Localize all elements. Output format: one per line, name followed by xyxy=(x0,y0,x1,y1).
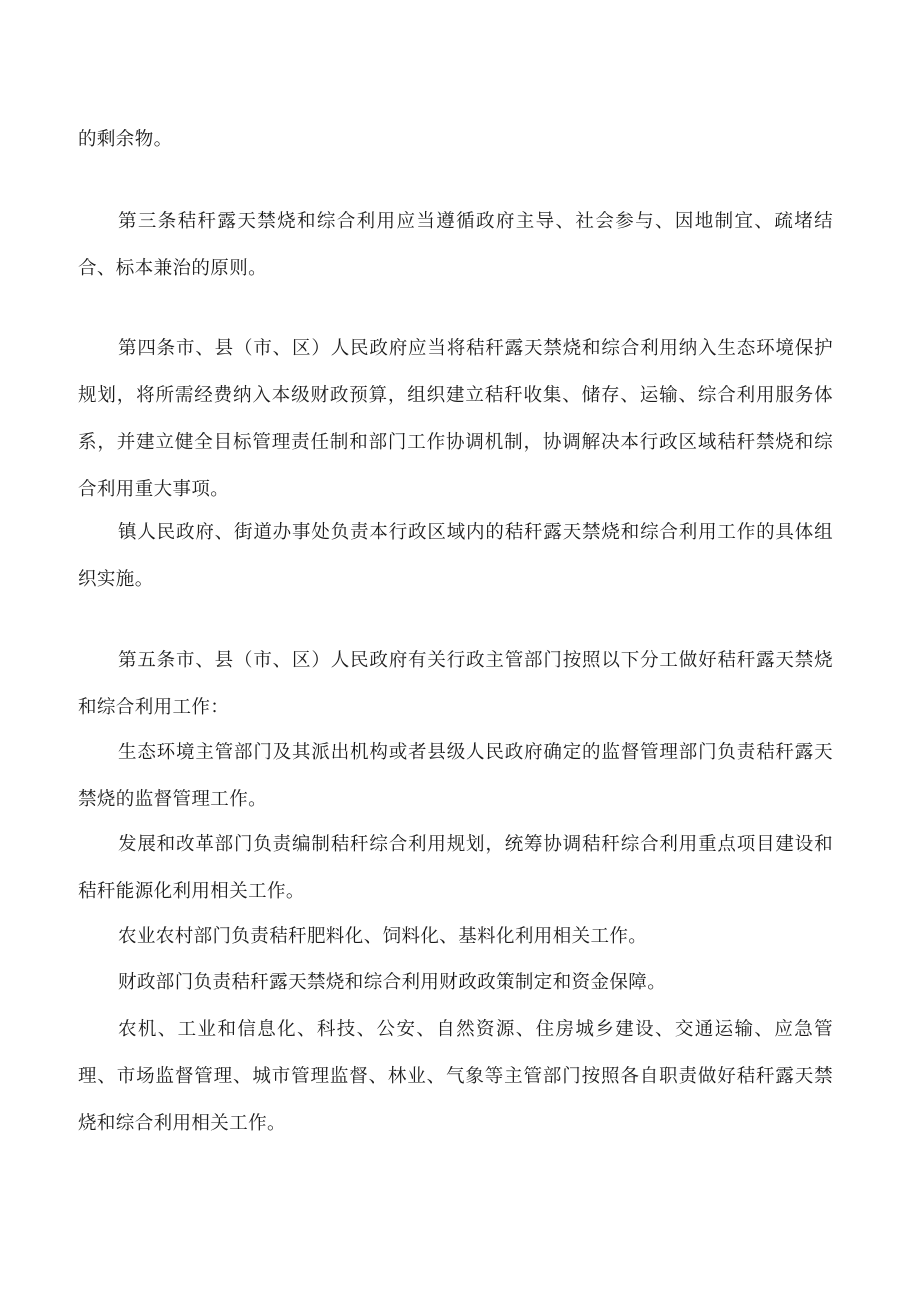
paragraph-continuation: 的剩余物。 xyxy=(78,129,173,150)
paragraph-article-4: 第四条市、县（市、区）人民政府应当将秸秆露天禁烧和综合利用纳入生态环境保护规划，将所需经费纳入本级财政预算，组织建立秸秆收集、储存、运输、综合利用服务体系，并建立健全目标管理责任制和部门工作协调机制，协调解决本行政区域秸秆禁烧和综合利用重大事项。 xyxy=(78,338,833,500)
paragraph-other-departments: 农机、工业和信息化、科技、公安、自然资源、住房城乡建设、交通运输、应急管理、市场监督管理、城市管理监督、林业、气象等主管部门按照各自职责做好秸秆露天禁烧和综合利用相关工作。 xyxy=(78,1019,833,1134)
paragraph-eco-environment: 生态环境主管部门及其派出机构或者县级人民政府确定的监督管理部门负责秸秆露天禁烧的监督管理工作。 xyxy=(78,742,833,810)
paragraph-article-4-town: 镇人民政府、街道办事处负责本行政区域内的秸秆露天禁烧和综合利用工作的具体组织实施。 xyxy=(78,522,833,590)
paragraph-article-3: 第三条秸秆露天禁烧和综合利用应当遵循政府主导、社会参与、因地制宜、疏堵结合、标本兼治的原则。 xyxy=(78,211,833,279)
paragraph-finance: 财政部门负责秸秆露天禁烧和综合利用财政政策制定和资金保障。 xyxy=(118,972,667,993)
paragraph-agriculture: 农业农村部门负责秸秆肥料化、饲料化、基料化利用相关工作。 xyxy=(118,926,648,947)
paragraph-development-reform: 发展和改革部门负责编制秸秆综合利用规划，统筹协调秸秆综合利用重点项目建设和秸秆能源化利用相关工作。 xyxy=(78,834,833,902)
paragraph-article-5: 第五条市、县（市、区）人民政府有关行政主管部门按照以下分工做好秸秆露天禁烧和综合利用工作： xyxy=(78,650,833,718)
